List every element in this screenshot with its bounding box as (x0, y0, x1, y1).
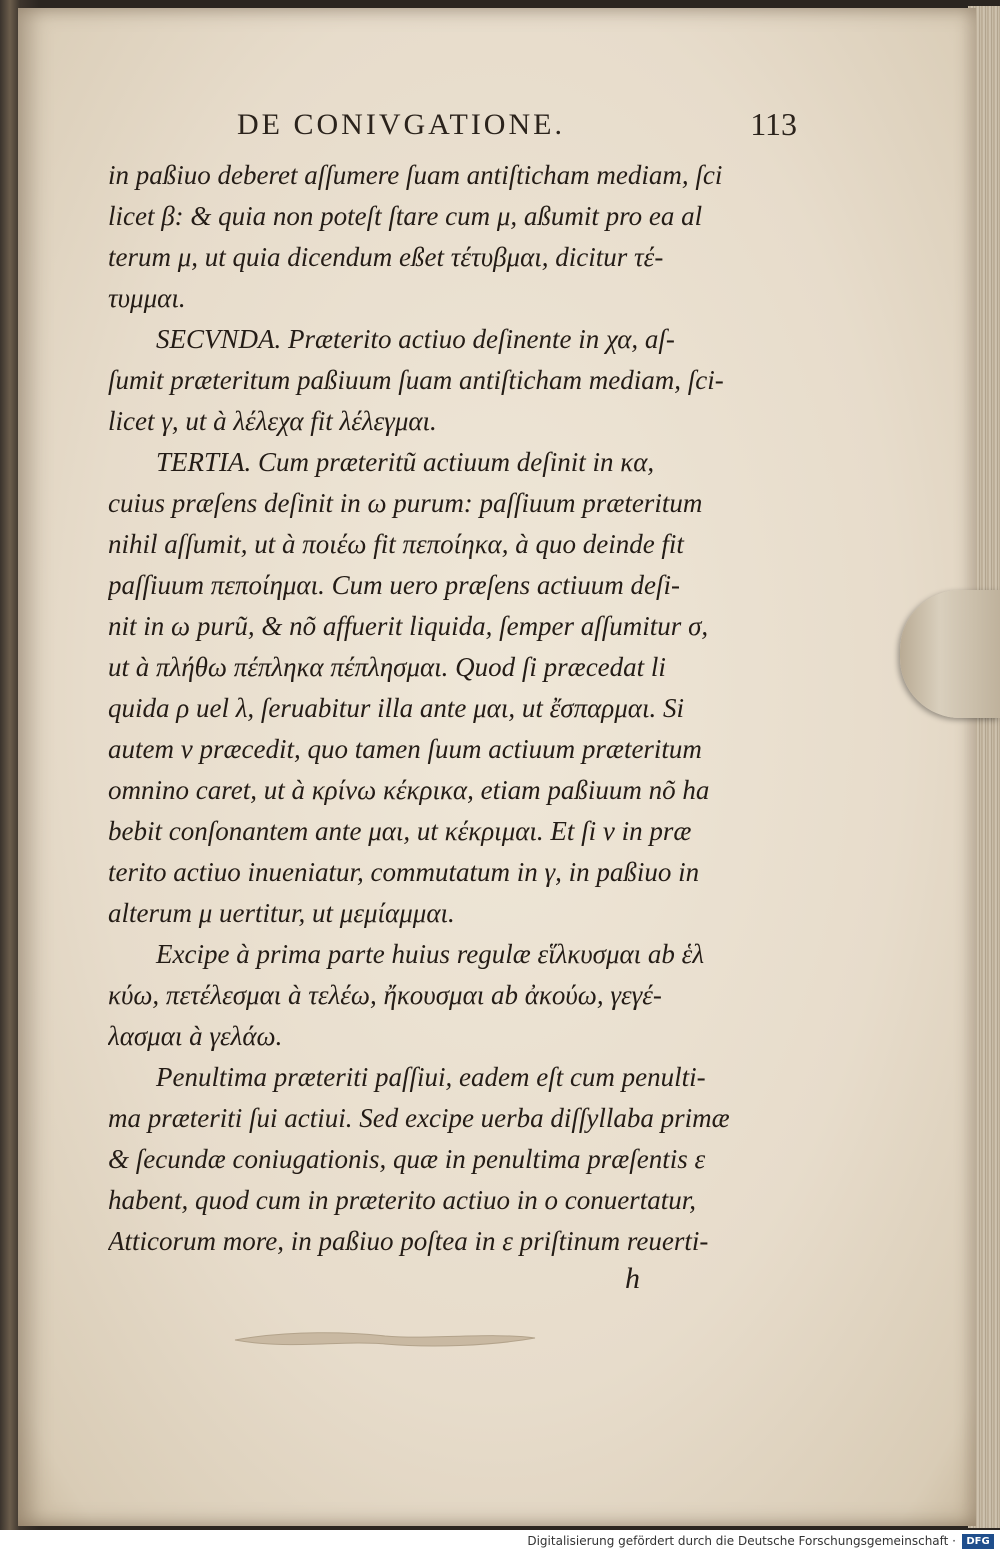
running-title: DE CONIVGATIONE. (237, 108, 565, 141)
text-line-17: bebit conſonantem ante μαι, ut κέκριμαι. Et ſi ν in præ (108, 816, 692, 846)
text-line-12: nit in ω purũ, & nõ affuerit liquida, ſemper aſſumitur σ, (108, 611, 709, 641)
page-number: 113 (750, 106, 797, 142)
body-text (108, 155, 798, 1262)
text-line-1: in paßiuo deberet aſſumere ſuam antiſticham mediam, ſci (108, 160, 723, 190)
text-line-7: licet γ, ut à λέλεχα fit λέλεγμαι. (108, 406, 437, 436)
text-line-11: paſſiuum πεποίημαι. Cum uero præſens actiuum deſi- (108, 570, 681, 600)
text-line-13: ut à πλήθω πέπληκα πέπλησμαι. Quod ſi præcedat li (108, 652, 666, 682)
tailpiece-ornament (230, 1328, 540, 1350)
text-line-16: omnino caret, ut à κρίνω κέκρικα, etiam paßiuum nõ ha (108, 775, 710, 805)
text-line-24: ma præteriti ſui actiui. Sed excipe uerba diſſyllaba primæ (108, 1103, 730, 1133)
text-line-5: SECVNDA. Præterito actiuo deſinente in χα, aſ- (156, 324, 675, 354)
text-line-3: terum μ, ut quia dicendum eßet τέτυβμαι, dicitur τέ- (108, 242, 664, 272)
text-line-19: alterum μ uertitur, ut μεμίαμμαι. (108, 898, 455, 928)
text-line-25: & ſecundæ coniugationis, quæ in penultima præſentis ε (108, 1144, 706, 1174)
signature-mark: h (625, 1262, 640, 1295)
text-line-26: habent, quod cum in præterito actiuo in ο conuertatur, (108, 1185, 696, 1215)
text-line-8: TERTIA. Cum præteritũ actiuum deſinit in κα, (156, 447, 655, 477)
text-line-21: κύω, πετέλεσμαι à τελέω, ἤκουσμαι ab ἀκούω, γεγέ- (108, 980, 662, 1010)
running-head (237, 108, 797, 148)
text-line-23: Penultima præteriti paſſiui, eadem eſt cum penulti- (156, 1062, 706, 1092)
text-line-10: nihil aſſumit, ut à ποιέω fit πεποίηκα, à quo deinde fit (108, 529, 684, 559)
text-line-20: Excipe à prima parte huius regulæ εἵλκυσμαι ab ἑλ (156, 939, 705, 969)
footer-bar (0, 1530, 1000, 1554)
text-line-6: ſumit præteritum paßiuum ſuam antiſticham mediam, ſci- (108, 365, 724, 395)
text-line-22: λασμαι à γελάω. (108, 1021, 283, 1051)
text-line-2: licet β: & quia non poteſt ſtare cum μ, aßumit pro ea al (108, 201, 703, 231)
text-line-18: terito actiuo inueniatur, commutatum in γ, in paßiuo in (108, 857, 700, 887)
text-line-9: cuius præſens deſinit in ω purum: paſſiuum præteritum (108, 488, 703, 518)
text-line-27: Atticorum more, in paßiuo poſtea in ε priſtinum reuerti- (108, 1226, 709, 1256)
dfg-logo-icon: DFG (962, 1534, 994, 1549)
text-line-14: quida ρ uel λ, ſeruabitur illa ante μαι, ut ἔσπαρμαι. Si (108, 693, 684, 723)
text-line-15: autem ν præcedit, quo tamen ſuum actiuum præteritum (108, 734, 702, 764)
text-line-4: τυμμαι. (108, 283, 186, 313)
footer-credit: Digitalisierung gefördert durch die Deutsche Forschungsgemeinschaft · (527, 1534, 956, 1548)
